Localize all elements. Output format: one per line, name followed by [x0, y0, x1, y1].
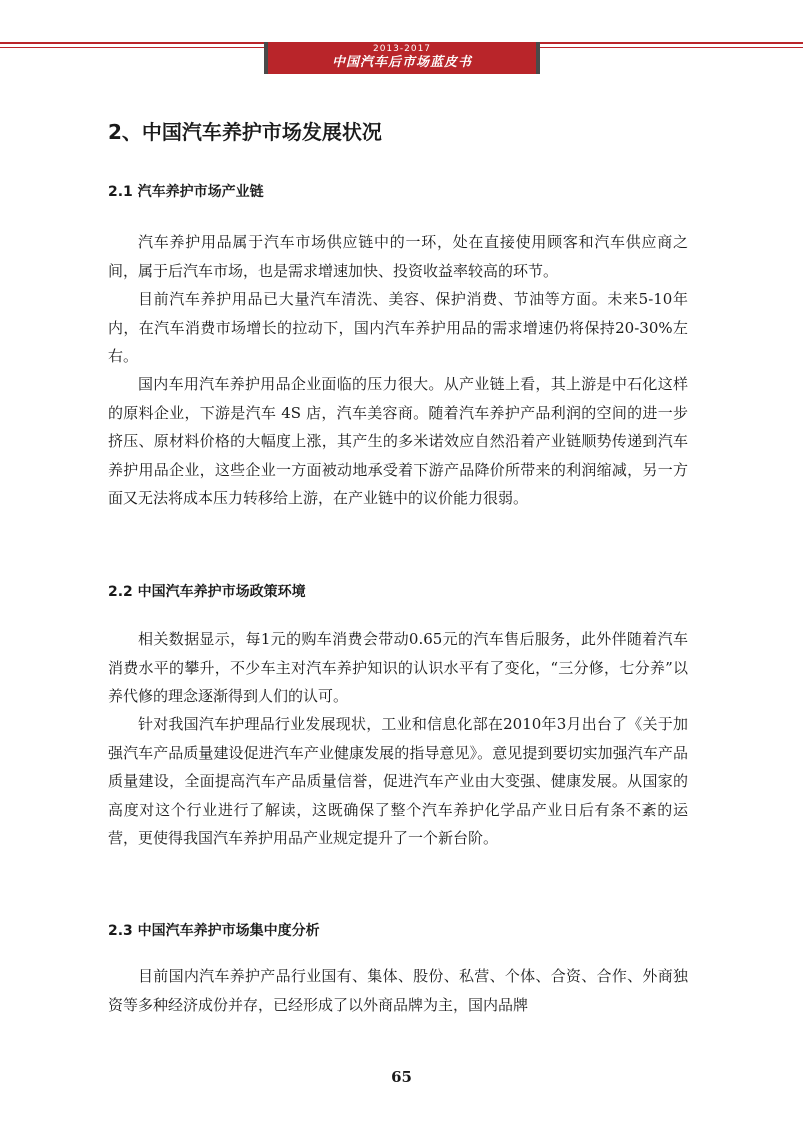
header-year: 2013-2017: [372, 44, 432, 54]
paragraph: 汽车养护用品属于汽车市场供应链中的一环，处在直接使用顾客和汽车供应商之间，属于后汽车市场，也是需求增速加快、投资收益率较高的环节。: [108, 233, 688, 280]
paragraph: 国内车用汽车养护用品企业面临的压力很大。从产业链上看，其上游是中石化这样的原料企业，下游是汽车 4S 店，汽车美容商。随着汽车养护产品利润的空间的进一步挤压、原材料价格的大幅度上涨，其产生的多米诺效应自然沿着产业链顺势传递到汽车养护用品企业，这些企业一方面被动地承受着下游产品降价所带来的利润缩减，另一方面又无法将成本压力转移给上游，在产业链中的议价能力很弱。: [108, 375, 688, 507]
paragraph: 相关数据显示，每1元的购车消费会带动0.65元的汽车售后服务，此外伴随着汽车消费水平的攀升，不少车主对汽车养护知识的认识水平有了变化，“三分修，七分养”以养代修的理念逐渐得到人们的认可。: [108, 630, 688, 705]
header-series-title: 中国汽车后市场蓝皮书: [331, 55, 472, 70]
paragraph: 目前国内汽车养护产品行业国有、集体、股份、私营、个体、合资、合作、外商独资等多种经济成份并存，已经形成了以外商品牌为主，国内品牌: [108, 967, 688, 1014]
paragraph: 针对我国汽车护理品行业发展现状，工业和信息化部在2010年3月出台了《关于加强汽车产品质量建设促进汽车产业健康发展的指导意见》。意见提到要切实加强汽车产品质量建设，全面提高汽车产品质量信誉，促进汽车产业由大变强、健康发展。从国家的高度对这个行业进行了解读，这既确保了整个汽车养护化学品产业日后有条不紊的运营，更使得我国汽车养护用品产业规定提升了一个新台阶。: [108, 715, 688, 847]
paragraph: 目前汽车养护用品已大量汽车清洗、美容、保护消费、节油等方面。未来5-10年内，在汽车消费市场增长的拉动下，国内汽车养护用品的需求增速仍将保持20-30%左右。: [108, 290, 688, 365]
header-banner: [264, 42, 540, 74]
chapter-title: 2、中国汽车养护市场发展状况: [108, 120, 382, 144]
page-number: 65: [391, 1068, 412, 1086]
section-heading-2-3: 2.3 中国汽车养护市场集中度分析: [108, 923, 320, 939]
section-heading-2-1: 2.1 汽车养护市场产业链: [108, 184, 264, 200]
section-heading-2-2: 2.2 中国汽车养护市场政策环境: [108, 584, 306, 600]
